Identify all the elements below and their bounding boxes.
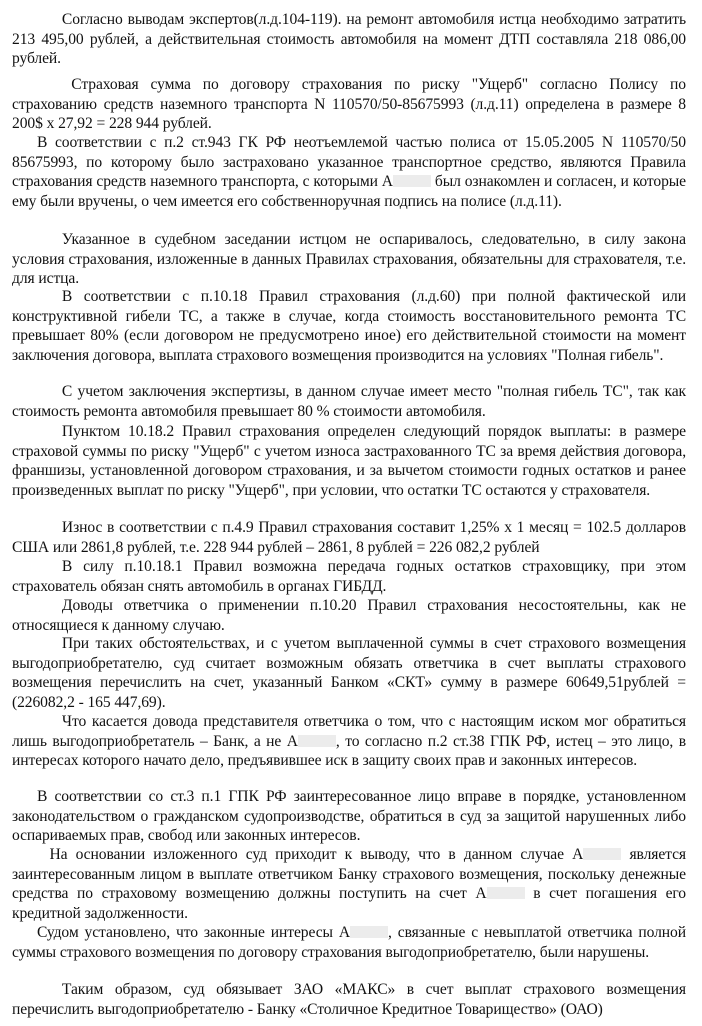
paragraph-7	[12, 422, 686, 500]
paragraph-text: Страховая сумма по договору страхования по риску "Ущерб" согласно Полису по страхованию средств наземного транспорта N 110570/50-85675993 (л.д.11) определена в размере 8 200$ х 27,92 = 228 944 рублей.	[12, 76, 686, 133]
paragraph-4	[12, 230, 686, 289]
paragraph-text: в счет погашения его кредитной задолженности.	[12, 885, 686, 922]
redacted-name	[350, 926, 388, 938]
redacted-name	[393, 175, 431, 187]
paragraph-9	[12, 557, 686, 596]
paragraph-10	[12, 596, 686, 635]
paragraph-text: , связанные с невыплатой ответчика полной суммы страхового возмещения по договору страхования выгодоприобретателю, были нарушены.	[12, 924, 686, 961]
paragraph-2	[12, 75, 686, 134]
paragraph-6	[12, 382, 686, 421]
paragraph-text: Износ в соответствии с п.4.9 Правил страхования составит 1,25% х 1 месяц = 102.5 долларов США или 2861,8 рублей, т.е. 228 944 рублей – 2861, 8 рублей = 226 082,2 рублей	[12, 519, 686, 556]
paragraph-text: Согласно выводам экспертов(л.д.104-119). на ремонт автомобиля истца необходимо затратить 213 495,00 рублей, а действительная стоимость автомобиля на момент ДТП составляла 218 086,00 рублей.	[12, 11, 686, 68]
paragraph-12	[12, 712, 686, 771]
paragraph-text: В соответствии с п.2 ст.943 ГК РФ неотъемлемой частью полиса от 15.05.2005 N 110570/50 85675993, по которому было застраховано указанное транспортное средство, являются Правила страхования средств наземного транспорта, с которыми А	[12, 134, 686, 191]
paragraph-8	[12, 518, 686, 557]
redacted-name	[583, 848, 621, 860]
paragraph-text: Указанное в судебном заседании истцом не оспаривалось, следовательно, в силу закона условия страхования, изложенные в данных Правилах страхования, обязательны для страхователя, т.е. для истца.	[12, 231, 686, 288]
paragraph-text: является заинтересованным лицом в выплате ответчиком Банку страхового возмещения, поскольку денежные средства по страховому возмещению должны поступить на счет А	[12, 846, 686, 903]
paragraph-13	[12, 787, 686, 846]
paragraph-text: , то согласно п.2 ст.38 ГПК РФ, истец – это лицо, в интересах которого начато дело, предъявившее иск в защиту своих прав и законных интересов.	[12, 732, 686, 770]
paragraph-1	[12, 10, 686, 69]
paragraph-text: Доводы ответчика о применении п.10.20 Правил страхования несостоятельны, как не относящиеся к данному случаю.	[12, 597, 686, 634]
paragraph-16	[12, 980, 686, 1019]
paragraph-14	[12, 845, 686, 923]
redacted-name	[487, 887, 525, 899]
paragraph-text: С учетом заключения экспертизы, в данном случае имеет место "полная гибель ТС", так как стоимость ремонта автомобиля превышает 80 % стоимости автомобиля.	[12, 383, 686, 420]
paragraph-text: В соответствии с п.10.18 Правил страхования (л.д.60) при полной фактической или конструктивной гибели ТС, а также в случае, когда стоимость восстановительного ремонта ТС превышает 80% (если договором не предусмотрено иное) его действительной стоимости на момент заключения договора, выплата страхового возмещения производится на условиях "Полная гибель".	[12, 288, 686, 364]
paragraph-5	[12, 287, 686, 365]
paragraph-text: был ознакомлен и согласен, и которые ему были вручены, о чем имеется его собственноручная подпись на полисе (л.д.11).	[12, 173, 687, 210]
paragraph-text: При таких обстоятельствах, и с учетом выплаченной суммы в счет страхового возмещения выгодоприобретателю, суд считает возможным обязать ответчика в счет выплаты страхового возмещения перечислить на счет, указанный Банком «СКТ» сумму в размере 60649,51рублей = (226082,2 - 165 447,69).	[12, 635, 686, 711]
redacted-name	[298, 735, 336, 747]
paragraph-11	[12, 634, 686, 712]
paragraph-15	[12, 923, 686, 962]
paragraph-text: В силу п.10.18.1 Правил возможна передача годных остатков страховщику, при этом страхователь обязан снять автомобиль в органах ГИБДД.	[12, 558, 686, 595]
paragraph-text: Пунктом 10.18.2 Правил страхования определен следующий порядок выплаты: в размере страховой суммы по риску "Ущерб" с учетом износа застрахованного ТС за время действия договора, франшизы, установленной договором страхования, и за вычетом стоимости годных остатков и ранее произведенных выплат по риску "Ущерб", при условии, что остатки ТС остаются у страхователя.	[12, 423, 686, 499]
paragraph-text: Таким образом, суд обязывает ЗАО «МАКС» в счет выплат страхового возмещения перечислить выгодоприобретателю - Банку «Столичное Кредитное Товарищество» (ОАО)	[12, 981, 686, 1018]
paragraph-text: На основании изложенного суд приходит к выводу, что в данном случае А	[49, 846, 584, 863]
paragraph-text: Что касается довода представителя ответчика о том, что с настоящим иском мог обратиться лишь выгодоприобретатель – Банк, а не А	[12, 713, 686, 750]
paragraph-3	[12, 133, 686, 211]
paragraph-text: Судом установлено, что законные интересы А	[36, 924, 351, 941]
paragraph-text: В соответствии со ст.3 п.1 ГПК РФ заинтересованное лицо вправе в порядке, установленном законодательством о гражданском судопроизводстве, обратиться в суд за защитой нарушенных либо оспариваемых прав, свобод или законных интересов.	[12, 788, 686, 845]
